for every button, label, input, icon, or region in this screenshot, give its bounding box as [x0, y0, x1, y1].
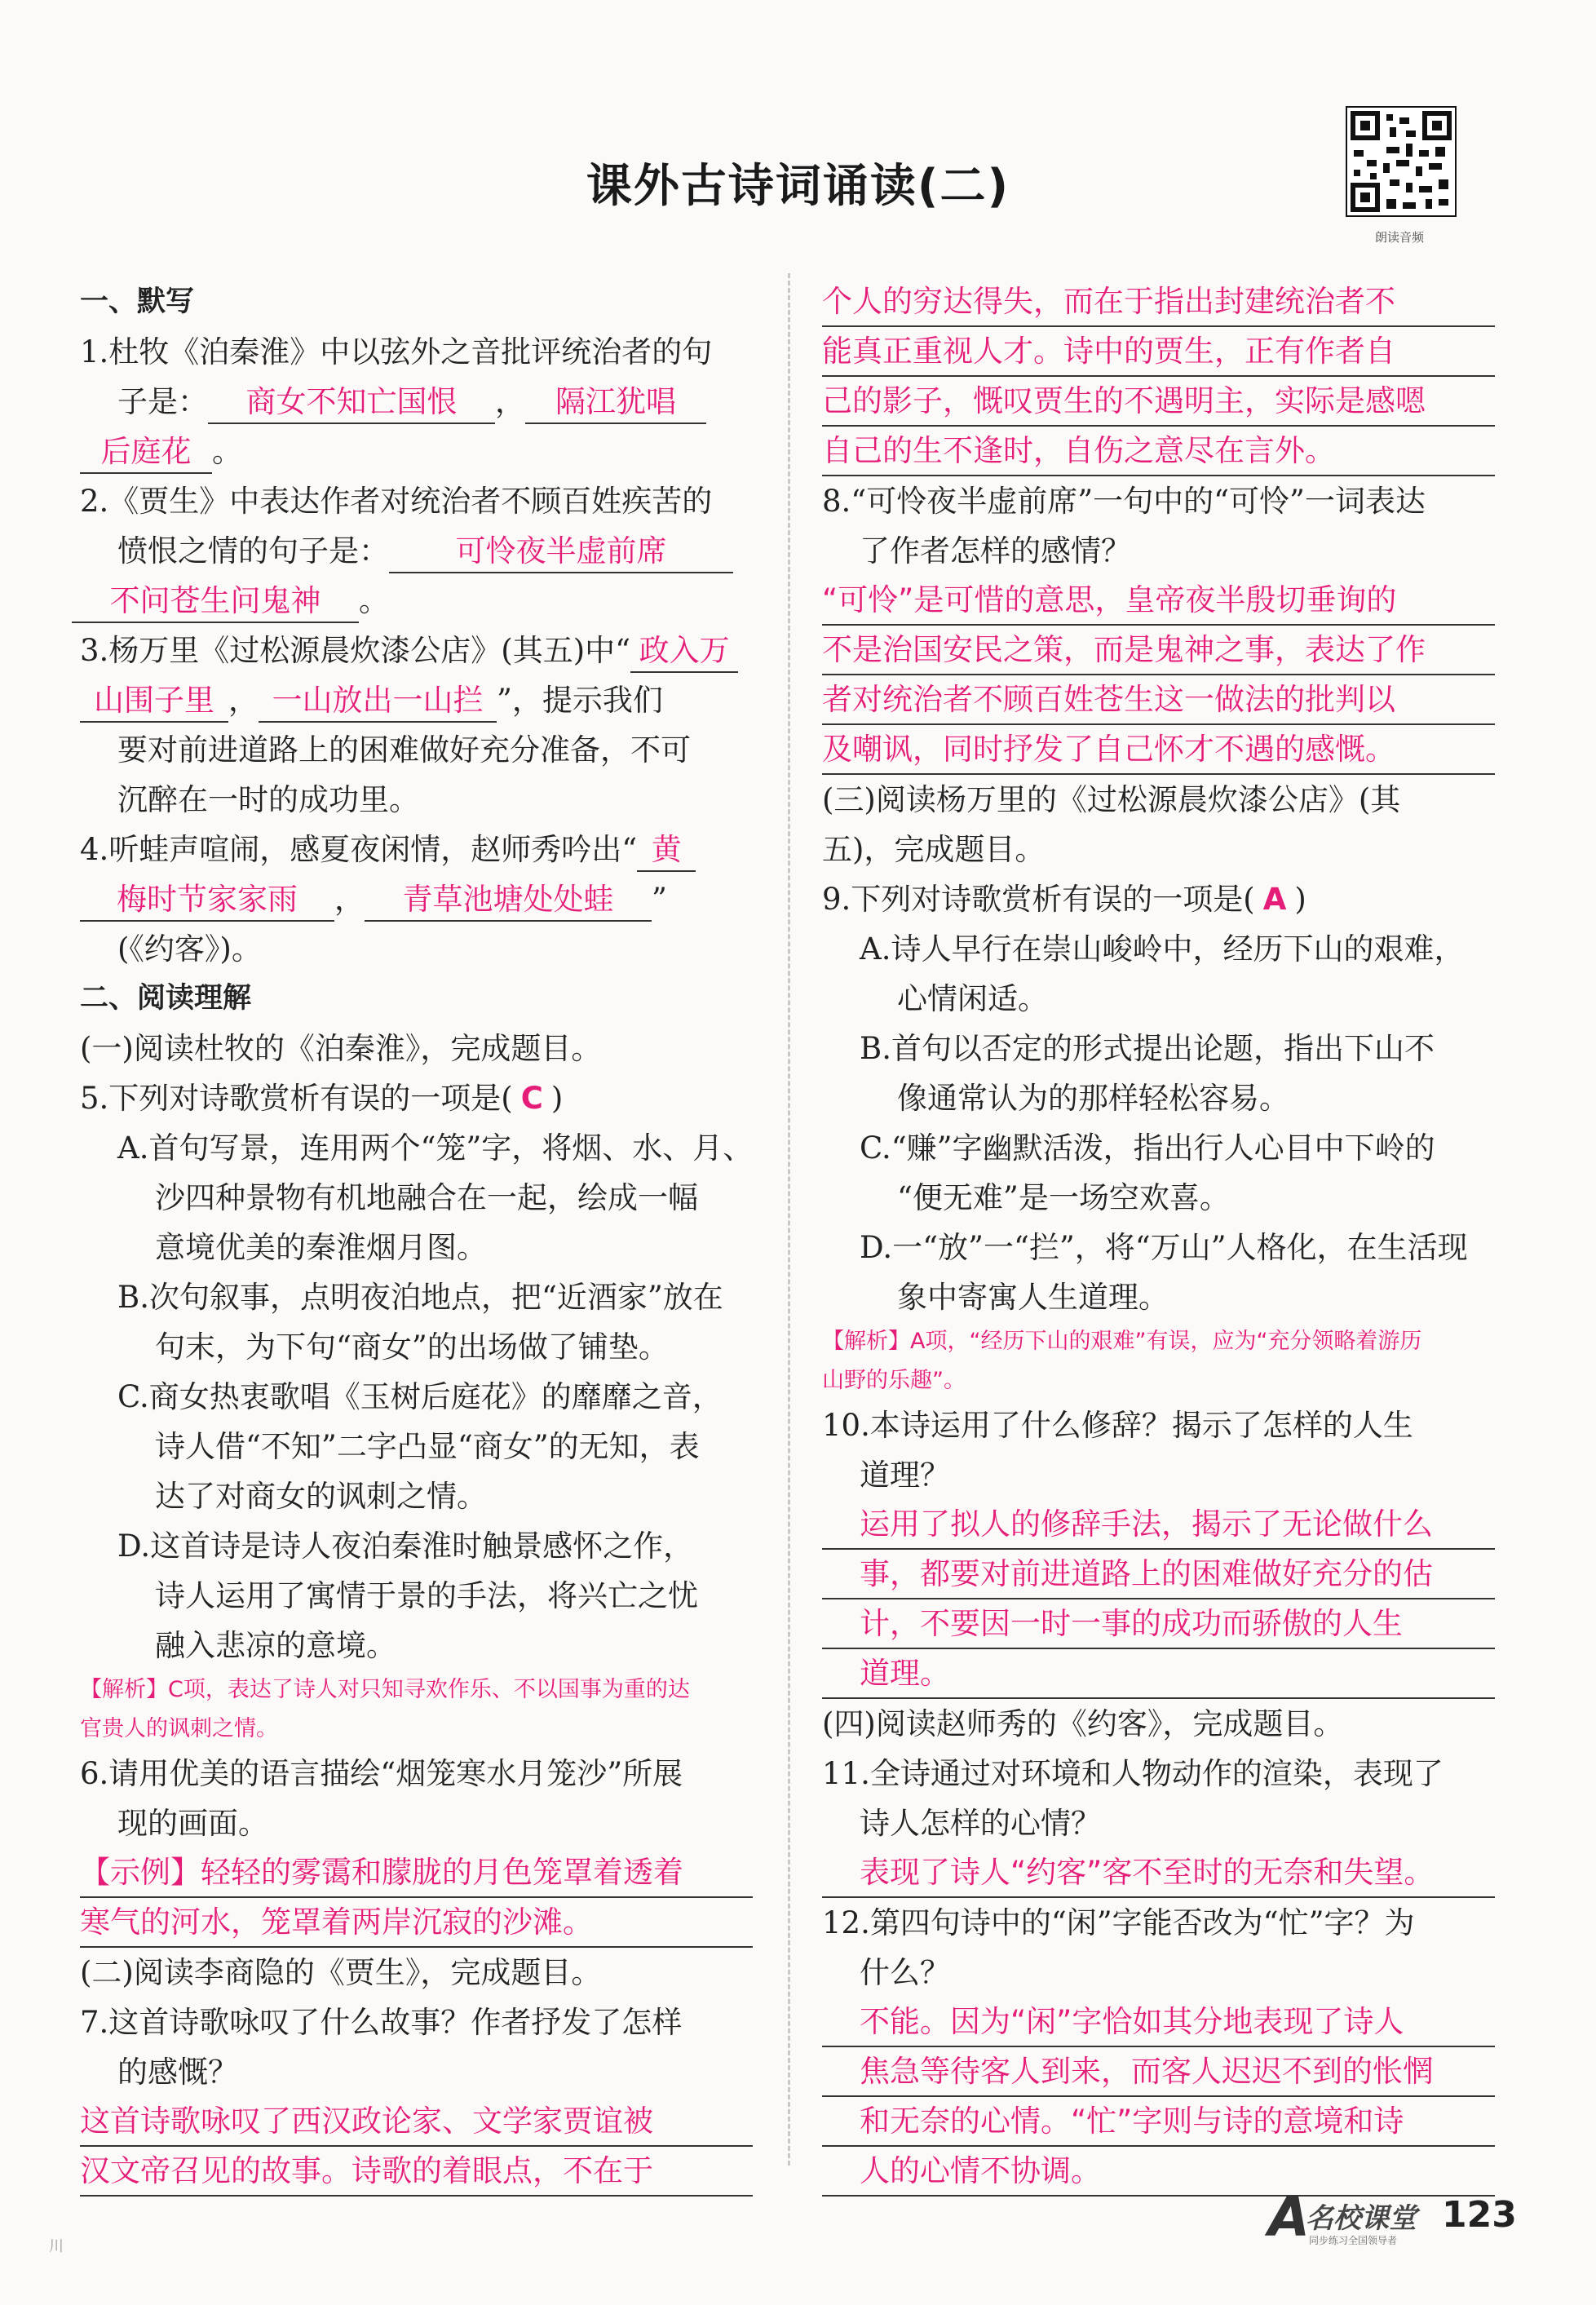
answer-line: 【示例】轻轻的雾霭和朦胧的月色笼罩着透着: [80, 1848, 753, 1898]
question-8: 8.“可怜夜半虚前席”一句中的“可怜”一词表达: [822, 484, 1426, 519]
passage-heading: (四)阅读赵师秀的《约客》，完成题目。: [822, 1706, 1344, 1741]
answer-blank: 隔江犹唱: [525, 382, 706, 424]
answer-line: 事，都要对前进道路上的困难做好充分的估: [822, 1550, 1495, 1599]
answer-line: 能真正重视人才。诗中的贾生，正有作者自: [822, 327, 1495, 377]
question-7: 7.这首诗歌咏叹了什么故事？作者抒发了怎样: [80, 2005, 683, 2040]
brand-logo: [1268, 2186, 1439, 2250]
brand-name: 名校课堂: [1306, 2202, 1417, 2235]
qr-caption: 朗读音频: [1374, 230, 1424, 245]
question-4: 4.听蛙声喧闹，感夏夜闲情，赵师秀吟出“ 黄: [80, 825, 753, 874]
answer-blank: 后庭花: [80, 431, 212, 474]
answer-line: 及嘲讽，同时抒发了自己怀才不遇的感慨。: [822, 725, 1495, 775]
question-10: 10.本诗运用了什么修辞？揭示了怎样的人生: [822, 1408, 1413, 1443]
question-11: 11.全诗通过对环境和人物动作的渲染，表现了: [822, 1756, 1443, 1791]
question-6: 6.请用优美的语言描绘“烟笼寒水月笼沙”所展: [80, 1756, 683, 1791]
right-column: 个人的穷达得失，而在于指出封建统治者不 能真正重视人才。诗中的贾生，正有作者自 己的影子，慨叹贾生的不遇明主，实际是感嗯 自己的生不逢时，自伤之意尽在言外。 8.“可怜夜半虚前席”一句中的“可怜”一词表达 了作者怎样的感情？ “可怜”是可惜的意思，皇帝夜半殷切垂询的 不是治国安民之策，而是鬼神之事，表达了作 者对统治者不顾百姓苍生这一做法的批判以 及嘲讽，同时抒发了自己怀才不遇的感慨。 (三)阅读杨万里的《过松源晨炊漆公店》(其 五)，完成题目。 9.下列对诗歌赏析有误的一项是( A ) A.诗人早行在崇山峻岭中，经历下山的艰难， 心情闲适。 B.首句以否定的形式提出论题，指出下山不 像通常认为的那样轻松容易。 C.“赚”字幽默活泼，指出行人心目中下岭的 “便无难”是一场空欢喜。 D.一“放”一“拦”，将“万山”人格化，在生活现 象中寄寓人生道理。 【解析】A项，“经历下山的艰难”有误，应为“充分领略着游历 山野的乐趣”。 10.本诗运用了什么修辞？揭示了怎样的人生 道理？ 运用了拟人的修辞手法，揭示了无论做什么 事，都要对前进道路上的困难做好充分的估 计，不要因一时一事的成功而骄傲的人生 道理。 (四)阅读赵师秀的《约客》，完成题目。 11.全诗通过对环境和人物动作的渲染，表现了 诗人怎样的心情？ 表现了诗人“约客”客不至时的无奈和失望。 12.第四句诗中的“闲”字能否改为“忙”字？为 什么？ 不能。因为“闲”字恰如其分地表现了诗人 焦急等待客人到来，而客人迟迟不到的怅惘 和无奈的心情。“忙”字则与诗的意境和诗 人的心情不协调。: [822, 277, 1495, 2197]
answer-choice: A: [1262, 882, 1287, 917]
answer-blank: 山围子里: [80, 680, 228, 723]
answer-line: 这首诗歌咏叹了西汉政论家、文学家贾谊被: [80, 2097, 753, 2147]
left-column: 一、默写 1.杜牧《泊秦淮》中以弦外之音批评统治者的句 子是： 商女不知亡国恨 ， 隔江犹唱 后庭花 。 2.《贾生》中表达作者对统治者不顾百姓疾苦的 愤恨之情的句子是： 可怜夜半虚前席 不问苍生问鬼神 。 3.杨万里《过松源晨炊漆公店》(其五)中“ 政入万 山围子里 ， 一山放出一山拦 ”，提示我们 要对前进道路上的困难做好充分准备，不可 沉醉在一时的成功里。 4.听蛙声喧闹，感夏夜闲情，赵师秀吟出“ 黄 梅时节家家雨 ， 青草池塘处处蛙 ” (《约客》)。 二、阅读理解 (一)阅读杜牧的《泊秦淮》，完成题目。 5.下列对诗歌赏析有误的一项是( C ) A.首句写景，连用两个“笼”字，将烟、水、月、 沙四种景物有机地融合在一起，绘成一幅 意境优美的秦淮烟月图。 B.次句叙事，点明夜泊地点，把“近酒家”放在 句末，为下句“商女”的出场做了铺垫。 C.商女热衷歌唱《玉树后庭花》的靡靡之音， 诗人借“不知”二字凸显“商女”的无知，表 达了对商女的讽刺之情。 D.这首诗是诗人夜泊秦淮时触景感怀之作， 诗人运用了寓情于景的手法，将兴亡之忧 融入悲凉的意境。 【解析】C项，表达了诗人对只知寻欢作乐、不以国事为重的达 官贵人的讽刺之情。 6.请用优美的语言描绘“烟笼寒水月笼沙”所展 现的画面。 【示例】轻轻的雾霭和朦胧的月色笼罩着透着 寒气的河水，笼罩着两岸沉寂的沙滩。 (二)阅读李商隐的《贾生》，完成题目。 7.这首诗歌咏叹了什么故事？作者抒发了怎样 的感慨？ 这首诗歌咏叹了西汉政论家、文学家贾谊被 汉文帝召见的故事。诗歌的着眼点，不在于: [80, 277, 753, 2197]
brand-slogan: 同步练习全国领导者: [1309, 2235, 1398, 2246]
qr-pattern: [1347, 108, 1455, 215]
answer-blank: 不问苍生问鬼神: [72, 581, 359, 623]
answer-line: 寒气的河水，笼罩着两岸沉寂的沙滩。: [80, 1898, 753, 1948]
answer-blank: 商女不知亡国恨: [208, 382, 495, 424]
passage-heading: (三)阅读杨万里的《过松源晨炊漆公店》(其: [822, 782, 1401, 817]
question-5: 5.下列对诗歌赏析有误的一项是( C ): [80, 1081, 564, 1116]
option-c: C.“赚”字幽默活泼，指出行人心目中下岭的: [860, 1130, 1435, 1166]
answer-blank: 梅时节家家雨: [80, 879, 334, 922]
analysis-note: 【解析】A项，“经历下山的艰难”有误，应为“充分领略着游历: [822, 1329, 1422, 1354]
option-b: B.首句以否定的形式提出论题，指出下山不: [860, 1031, 1435, 1066]
section-heading: 二、阅读理解: [80, 982, 252, 1015]
section-heading: 一、默写: [80, 285, 195, 318]
option-d: D.这首诗是诗人夜泊秦淮时触景感怀之作，: [117, 1529, 694, 1564]
answer-blank: 青草池塘处处蛙: [365, 879, 652, 922]
question-9: 9.下列对诗歌赏析有误的一项是( A ): [822, 882, 1306, 917]
answer-line: 表现了诗人“约客”客不至时的无奈和失望。: [822, 1848, 1495, 1898]
answer-line: 不能。因为“闲”字恰如其分地表现了诗人: [822, 1998, 1495, 2047]
answer-line: 者对统治者不顾百姓苍生这一做法的批判以: [822, 675, 1495, 725]
question-1: 1.杜牧《泊秦淮》中以弦外之音批评统治者的句: [80, 334, 713, 369]
answer-blank: 可怜夜半虚前席: [389, 531, 733, 573]
question-12: 12.第四句诗中的“闲”字能否改为“忙”字？为: [822, 1905, 1415, 1940]
answer-line: 汉文帝召见的故事。诗歌的着眼点，不在于: [80, 2147, 753, 2197]
page-title: 课外古诗词诵读(二): [586, 160, 1010, 213]
answer-line: 人的心情不协调。: [822, 2147, 1495, 2197]
option-a: A.首句写景，连用两个“笼”字，将烟、水、月、: [117, 1130, 754, 1166]
column-divider: [788, 273, 790, 2166]
page-number: 123: [1442, 2194, 1517, 2236]
question-2: 2.《贾生》中表达作者对统治者不顾百姓疾苦的: [80, 484, 713, 519]
answer-line: 和无奈的心情。“忙”字则与诗的意境和诗: [822, 2097, 1495, 2147]
answer-line: 己的影子，慨叹贾生的不遇明主，实际是感嗯: [822, 377, 1495, 427]
option-d: D.一“放”一“拦”，将“万山”人格化，在生活现: [860, 1230, 1468, 1265]
answer-blank: 一山放出一山拦: [259, 680, 497, 723]
footer-mark: 川: [49, 2238, 64, 2255]
answer-line: 计，不要因一时一事的成功而骄傲的人生: [822, 1599, 1495, 1649]
answer-line: 个人的穷达得失，而在于指出封建统治者不: [822, 277, 1495, 327]
passage-heading: (二)阅读李商隐的《贾生》，完成题目。: [80, 1955, 602, 1990]
answer-line: 焦急等待客人到来，而客人迟迟不到的怅惘: [822, 2047, 1495, 2097]
option-a: A.诗人早行在崇山峻岭中，经历下山的艰难，: [860, 931, 1465, 967]
answer-blank: 政入万: [630, 630, 738, 673]
qr-code-icon[interactable]: [1346, 106, 1457, 217]
answer-line: 自己的生不逢时，自伤之意尽在言外。: [822, 427, 1495, 476]
option-c: C.商女热衷歌唱《玉树后庭花》的靡靡之音，: [117, 1379, 723, 1414]
option-b: B.次句叙事，点明夜泊地点，把“近酒家”放在: [117, 1280, 723, 1315]
answer-blank: 黄: [637, 830, 696, 872]
answer-line: 道理。: [822, 1649, 1495, 1699]
question-3: 3.杨万里《过松源晨炊漆公店》(其五)中“ 政入万: [80, 626, 753, 675]
answer-choice: C: [520, 1081, 543, 1116]
answer-line: 不是治国安民之策，而是鬼神之事，表达了作: [822, 626, 1495, 675]
analysis-note: 【解析】C项，表达了诗人对只知寻欢作乐、不以国事为重的达: [80, 1677, 690, 1702]
passage-heading: (一)阅读杜牧的《泊秦淮》，完成题目。: [80, 1031, 602, 1066]
answer-line: “可怜”是可惜的意思，皇帝夜半殷切垂询的: [822, 576, 1495, 626]
answer-line: 运用了拟人的修辞手法，揭示了无论做什么: [822, 1500, 1495, 1550]
brand-letter: A: [1268, 2186, 1311, 2249]
